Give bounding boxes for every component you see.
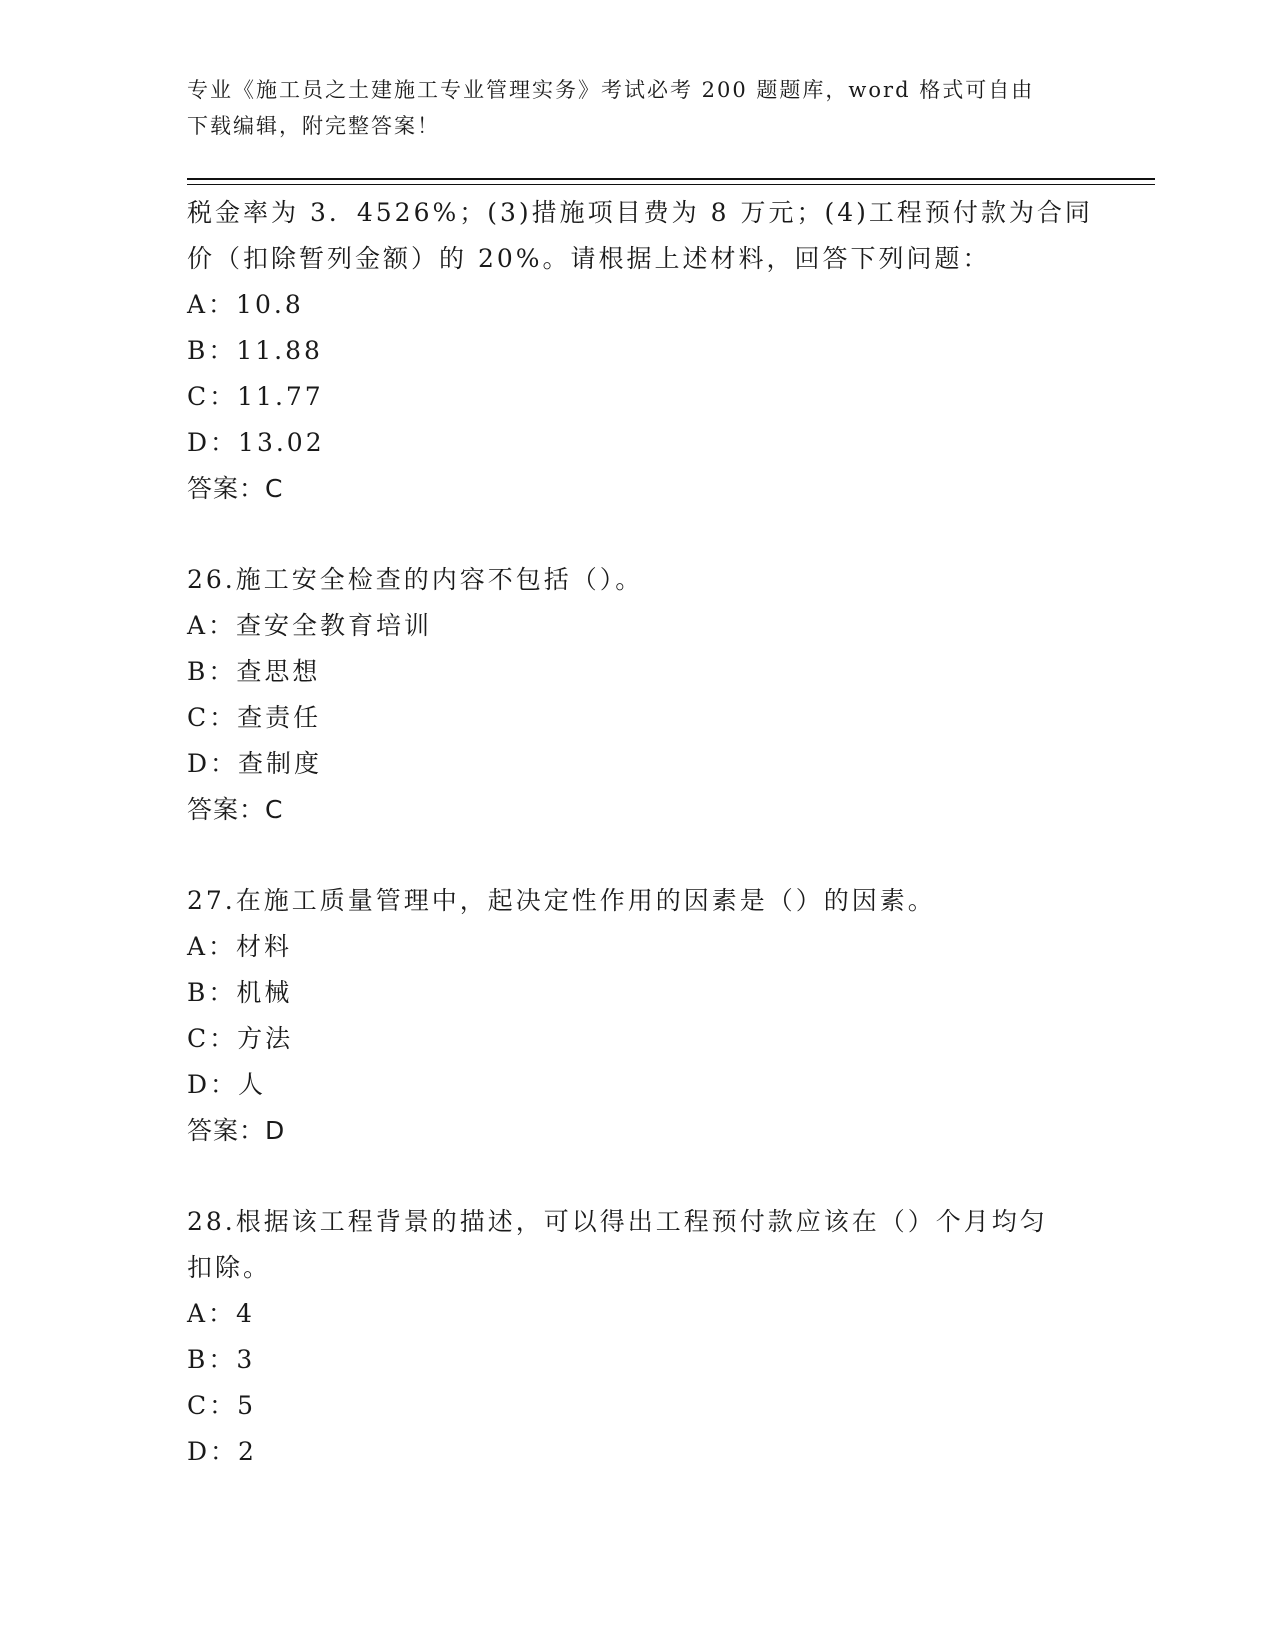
answer: 答案：C [187, 474, 284, 503]
question-27 [187, 878, 1087, 1154]
question-25 [187, 190, 1093, 512]
option-d: D：查制度 [187, 749, 323, 778]
option-a: A：材料 [187, 932, 293, 961]
option-a: A：10.8 [187, 290, 304, 319]
answer: 答案：C [187, 795, 284, 824]
question-text: 税金率为 3．4526%；(3)措施项目费为 8 万元；(4)工程预付款为合同 [187, 198, 1093, 227]
option-d: D：人 [187, 1070, 267, 1099]
option-c: C：5 [187, 1391, 257, 1420]
header-rule-thin [187, 184, 1155, 185]
option-a: A：查安全教育培训 [187, 611, 433, 640]
option-b: B：3 [187, 1345, 256, 1374]
page-header [187, 72, 1067, 144]
option-c: C：11.77 [187, 382, 324, 411]
question-28 [187, 1199, 1087, 1475]
question-26 [187, 557, 1087, 833]
answer: 答案：D [187, 1116, 286, 1145]
option-d: D：13.02 [187, 428, 325, 457]
header-rule-thick [187, 178, 1155, 180]
question-content [187, 190, 1093, 1475]
question-text: 28.根据该工程背景的描述，可以得出工程预付款应该在（）个月均匀 [187, 1207, 1048, 1236]
question-text: 26.施工安全检查的内容不包括（）。 [187, 565, 644, 594]
option-c: C：方法 [187, 1024, 294, 1053]
option-b: B：查思想 [187, 657, 321, 686]
option-b: B：11.88 [187, 336, 323, 365]
header-line-1: 专业《施工员之土建施工专业管理实务》考试必考 200 题题库，word 格式可自由 [187, 78, 1035, 102]
option-a: A：4 [187, 1299, 255, 1328]
header-line-2: 下载编辑，附完整答案！ [187, 114, 440, 138]
question-text: 扣除。 [187, 1253, 272, 1282]
option-b: B：机械 [187, 978, 293, 1007]
option-d: D：2 [187, 1437, 257, 1466]
question-text: 27.在施工质量管理中，起决定性作用的因素是（）的因素。 [187, 886, 936, 915]
question-text: 价（扣除暂列金额）的 20%。请根据上述材料，回答下列问题： [187, 244, 991, 273]
option-c: C：查责任 [187, 703, 322, 732]
